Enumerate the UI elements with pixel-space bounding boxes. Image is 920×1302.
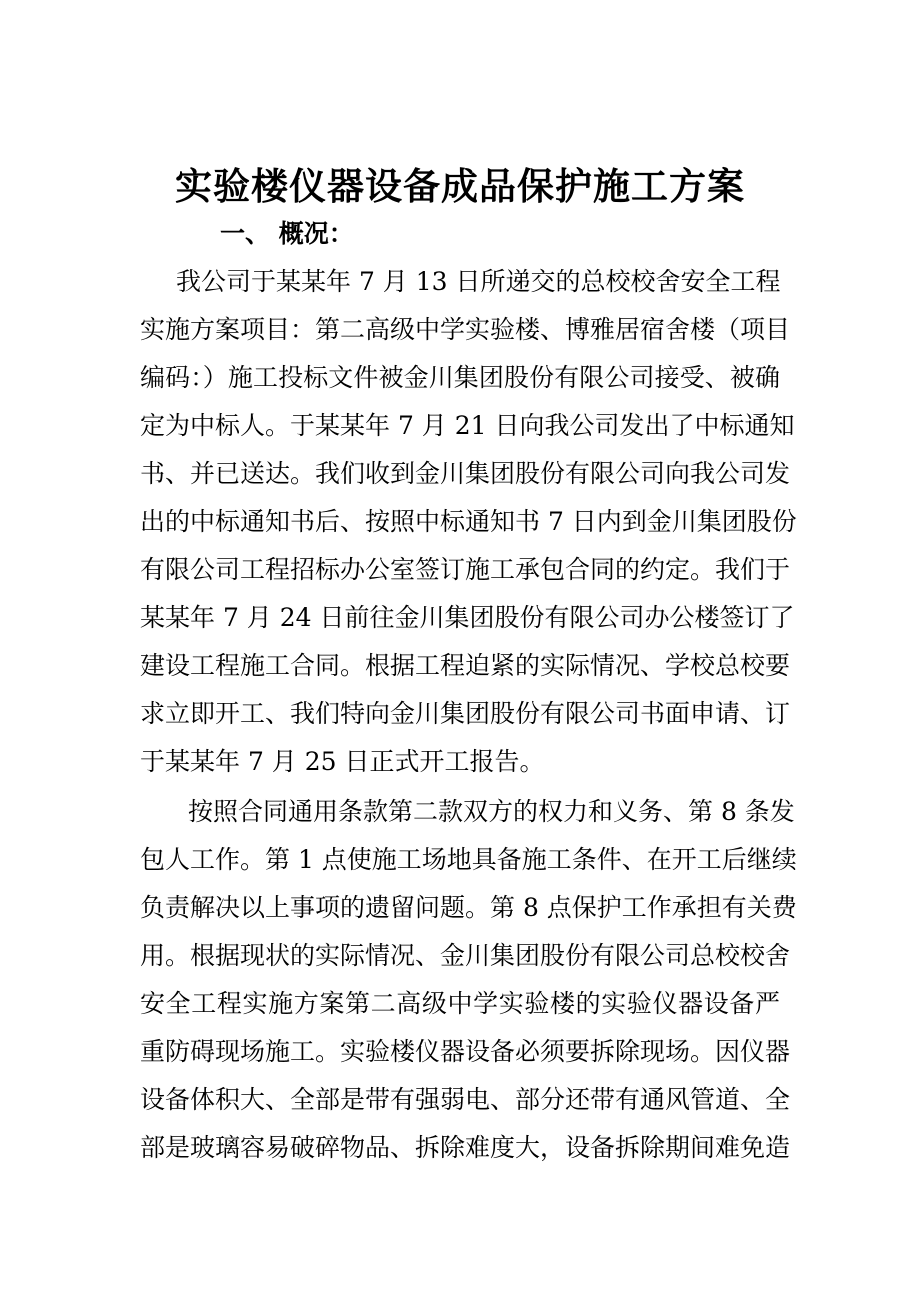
paragraph-1-line-1: 我公司于某某年 7 月 13 日所递交的总校校舍安全工程 — [176, 267, 781, 296]
paragraph-1-line-7: 有限公司工程招标办公室签订施工承包合同的约定。我们于 — [140, 555, 791, 584]
paragraph-2-line-1: 按照合同通用条款第二款双方的权力和义务、第 8 条发 — [188, 797, 795, 826]
paragraph-2-line-3: 负责解决以上事项的遗留问题。第 8 点保护工作承担有关费 — [140, 893, 797, 922]
paragraph-2-line-2: 包人工作。第 1 点使施工场地具备施工条件、在开工后继续 — [140, 845, 797, 874]
paragraph-1-line-5: 书、并已送达。我们收到金川集团股份有限公司向我公司发 — [140, 459, 791, 488]
paragraph-1-line-4: 定为中标人。于某某年 7 月 21 日向我公司发出了中标通知 — [140, 411, 795, 440]
paragraph-2-line-8: 部是玻璃容易破碎物品、拆除难度大，设备拆除期间难免造 — [140, 1133, 791, 1162]
paragraph-2-line-7: 设备体积大、全部是带有强弱电、部分还带有通风管道、全 — [140, 1085, 791, 1114]
paragraph-2-line-6: 重防碍现场施工。实验楼仪器设备必须要拆除现场。因仪器 — [140, 1037, 791, 1066]
paragraph-1-line-8: 某某年 7 月 24 日前往金川集团股份有限公司办公楼签订了 — [140, 603, 795, 632]
paragraph-1-line-6: 出的中标通知书后、按照中标通知书 7 日内到金川集团股份 — [140, 507, 797, 536]
paragraph-1-line-11: 于某某年 7 月 25 日正式开工报告。 — [140, 747, 545, 776]
section-heading-overview: 一、 概况： — [220, 219, 354, 248]
paragraph-1-line-9: 建设工程施工合同。根据工程迫紧的实际情况、学校总校要 — [140, 651, 791, 680]
document-title: 实验楼仪器设备成品保护施工方案 — [175, 164, 745, 208]
paragraph-1-line-3: 编码：）施工投标文件被金川集团股份有限公司接受、被确 — [140, 363, 780, 392]
paragraph-2-line-5: 安全工程实施方案第二高级中学实验楼的实验仪器设备严 — [140, 989, 780, 1018]
paragraph-1-line-10: 求立即开工、我们特向金川集团股份有限公司书面申请、订 — [140, 699, 791, 728]
paragraph-2-line-4: 用。根据现状的实际情况、金川集团股份有限公司总校校舍 — [140, 941, 791, 970]
paragraph-1-line-2: 实施方案项目：第二高级中学实验楼、博雅居宿舍楼（项目 — [140, 315, 791, 344]
